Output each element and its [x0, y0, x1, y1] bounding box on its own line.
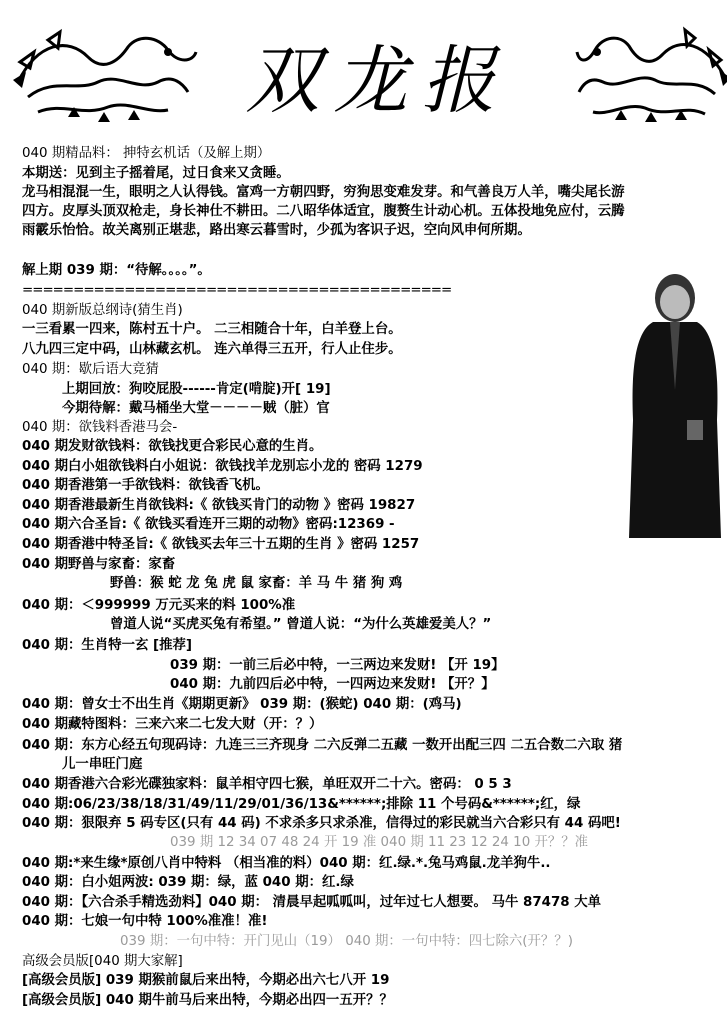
line-18: 040 期六合圣旨:《 欲钱买看连开三期的动物》密码:12369 - — [22, 517, 395, 532]
line-25: 039 期：一前三后必中特，一三两边来发财! 【开 19】 — [170, 658, 505, 673]
line-26: 040 期：九前四后必中特，一四两边来发财! 【开？】 — [170, 677, 495, 692]
line-37: 040 期：【六合杀手精选劲料】040 期： 清晨早起呱呱叫，过年过七人想要。 马牛 87478 大单 — [22, 895, 602, 910]
line-03: 龙马相混混一生，眼明之人认得钱。富鸡一方朝四野，穷狗思变难发芽。和气善良万人羊，嘴尖尾长游 — [22, 185, 625, 200]
line-17: 040 期香港最新生肖欲钱料:《 欲钱买肯门的动物 》密码 19827 — [22, 498, 416, 513]
line-35: 040 期:*来生缘*原创八肖中特料 （相当准的料）040 期：红.绿.*.兔马鸡鼠.龙羊狗牛.. — [22, 856, 551, 871]
line-39: 039 期：一句中特：开门见山（19） 040 期：一句中特：四七除六(开？？) — [120, 934, 573, 949]
line-01: 040 期精品料： 抻特玄机话（及解上期） — [22, 146, 271, 161]
line-34: 039 期 12 34 07 48 24 开 19 准 040 期 11 23 12 24 10 开？？准 — [170, 835, 589, 850]
line-29: 040 期：东方心经五句现码诗：九连三三齐现身 二六反弹二五藏 一数开出配三四 二五合数二六取 猪 — [22, 738, 623, 753]
line-40: 高级会员版[040 期大家解] — [22, 954, 183, 969]
line-24: 040 期：生肖特一玄 [推荐] — [22, 638, 193, 653]
line-23: 曾道人说“买虎买兔有希望。” 曾道人说：“为什么英雄爱美人？” — [110, 617, 492, 632]
line-11: 上期回放：狗咬屁股------肯定(啃腚)开[ 19] — [62, 382, 331, 397]
line-08: 一三看累一四来，陈村五十户。 二三相随合十年，白羊登上台。 — [22, 322, 402, 337]
line-33: 040 期：狠限弃 5 码专区(只有 44 码) 不求杀多只求杀准，信得过的彩民就当六合彩只有 44 码吧! — [22, 816, 621, 831]
line-13: 040 期：欲钱料香港马会- — [22, 420, 178, 435]
line-32: 040 期:06/23/38/18/31/49/11/29/01/36/13&******;排除 11 个号码&******;红，绿 — [22, 797, 581, 812]
line-42: [高级会员版] 040 期牛前马后来出特，今期必出四一五开？？ — [22, 993, 393, 1008]
line-15: 040 期白小姐欲钱料白小姐说：欲钱找羊龙别忘小龙的 密码 1279 — [22, 459, 423, 474]
line-14: 040 期发财欲钱料：欲钱找更合彩民心意的生肖。 — [22, 439, 323, 454]
line-16: 040 期香港第一手欲钱料：欲钱香飞机。 — [22, 478, 269, 493]
line-07: 040 期新版总纲诗(猜生肖) — [22, 303, 183, 318]
line-36: 040 期：白小姐两波: 039 期：绿，蓝 040 期：红.绿 — [22, 875, 354, 890]
line-04: 四方。皮厚头顶双枪走，身长神仕不耕田。二八昭华体适宜，腹赘生计动心机。五体投地免应付，云腾 — [22, 204, 625, 219]
dragon-left-icon — [8, 22, 198, 132]
line-21: 野兽：猴 蛇 龙 兔 虎 鼠 家畜：羊 马 牛 猪 狗 鸡 — [110, 576, 403, 591]
line-38: 040 期：七娘一句中特 100%准准！准! — [22, 914, 268, 929]
monk-figure-icon — [625, 270, 727, 540]
separator-rule: ========================================== — [22, 283, 452, 298]
line-22: 040 期：＜999999 万元买来的料 100%准 — [22, 598, 296, 613]
line-19: 040 期香港中特圣旨:《 欲钱买去年三十五期的生肖 》密码 1257 — [22, 537, 420, 552]
line-09: 八九四三定中码，山林藏玄机。 连六单得三五开，行人止住步。 — [22, 342, 402, 357]
line-05: 雨霰乐怡恰。故关离别正堪悲，路出寒云暮雪时，少孤为客识子迟，空向风申何所期。 — [22, 223, 531, 238]
line-31: 040 期香港六合彩光碟独家料：鼠羊相守四七猴，单旺双开二十六。密码： 0 5 3 — [22, 777, 512, 792]
dragon-right-icon — [560, 22, 727, 132]
newspaper-title: 双龙报 — [245, 38, 510, 124]
line-20: 040 期野兽与家畜：家畜 — [22, 557, 176, 572]
line-30: 儿一串旺门庭 — [62, 757, 143, 772]
line-28: 040 期藏特图料：三来六来二七发大财（开：？） — [22, 717, 323, 732]
line-12: 今期待解：戴马桶坐大堂－－－－贼（脏）官 — [62, 401, 330, 416]
line-41: [高级会员版] 039 期猴前鼠后来出特，今期必出六七八开 19 — [22, 973, 390, 988]
line-27: 040 期：曾女士不出生肖《期期更新》 039 期：(猴蛇) 040 期：(鸡马) — [22, 697, 462, 712]
line-10: 040 期：歇后语大竞猜 — [22, 362, 159, 377]
line-02: 本期送：见到主子摇着尾，过日食来又贪睡。 — [22, 166, 290, 181]
line-06: 解上期 039 期：“待解。。。。”。 — [22, 263, 211, 278]
